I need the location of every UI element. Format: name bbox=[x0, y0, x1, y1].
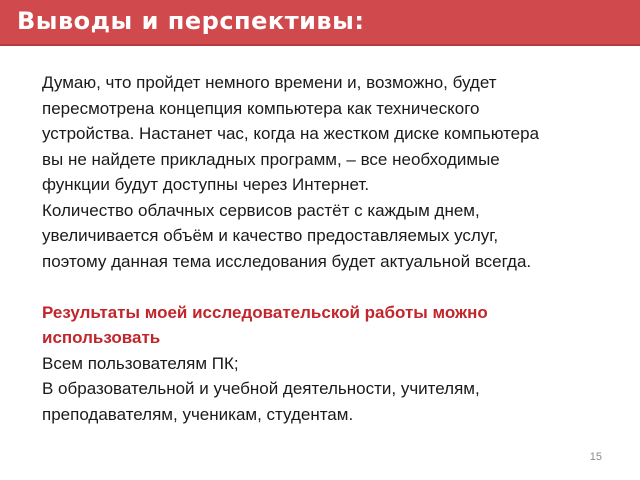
title-bar bbox=[0, 0, 640, 46]
results-item-education: В образовательной и учебной деятельности, учителям, преподавателям, ученикам, студентам. bbox=[42, 379, 480, 424]
page-number: 15 bbox=[589, 451, 602, 463]
results-heading: Результаты моей исследовательской работы можно использовать bbox=[42, 302, 488, 347]
results-item-users: Всем пользователям ПК; bbox=[42, 353, 239, 373]
slide-title: Выводы и перспективы: bbox=[17, 7, 365, 35]
paragraph-cloud-services: Количество облачных сервисов растёт с каждым днем, увеличивается объём и качество предоставляемых услуг, поэтому данная тема исследования будет актуальной всегда. bbox=[42, 200, 532, 271]
paragraph-intro: Думаю, что пройдет немного времени и, возможно, будет пересмотрена концепция компьютера как технического устройства. Настанет час, когда на жестком диске компьютера вы не найдете прикладных программ, – все необходимые функции будут доступны через Интернет. bbox=[42, 73, 540, 194]
slide-body bbox=[42, 70, 582, 427]
paragraph-spacer bbox=[42, 274, 582, 300]
